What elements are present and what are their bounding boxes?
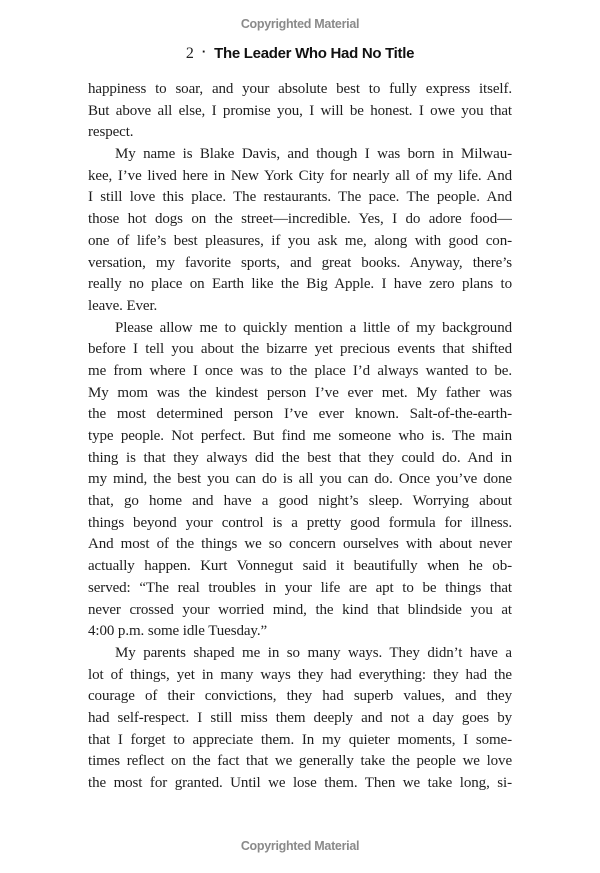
text-line: the most determined person I’ve ever known. Salt-of-the-earth- xyxy=(88,406,512,423)
running-header xyxy=(0,45,600,63)
text-line: times reflect on the fact that we generally take the people we love xyxy=(88,753,512,770)
text-line: Please allow me to quickly mention a little of my background xyxy=(115,319,512,336)
text-line: thing is that they always did the best that they could do. And in xyxy=(88,449,512,466)
text-line: the most for granted. Until we lose them. Then we take long, si- xyxy=(88,775,512,791)
text-line: really no place on Earth like the Big Apple. I have zero plans to xyxy=(88,276,512,293)
text-line: My name is Blake Davis, and though I was born in Milwau- xyxy=(115,146,512,163)
text-line: my mind, the best you can do is all you can do. Once you’ve done xyxy=(88,471,512,488)
copyright-notice-bottom: Copyrighted Material xyxy=(240,839,360,853)
text-line: one of life’s best pleasures, if you ask me, along with good con- xyxy=(88,232,512,249)
text-line: respect. xyxy=(88,124,134,141)
header-separator-dot: · xyxy=(201,44,207,59)
text-line: My parents shaped me in so many ways. They didn’t have a xyxy=(115,644,512,661)
text-line: things beyond your control is a pretty good formula for illness. xyxy=(88,514,512,531)
text-line: versation, my favorite sports, and great books. Anyway, there’s xyxy=(88,254,512,271)
page-number: 2 xyxy=(185,45,194,62)
body-text xyxy=(88,79,512,795)
text-line: lot of things, yet in many ways they had everything: they had the xyxy=(88,666,512,683)
text-line: courage of their convictions, they had superb values, and they xyxy=(88,688,512,705)
text-line: me from where I once was to the place I’d always wanted to be. xyxy=(88,362,512,379)
text-line: served: “The real troubles in your life are apt to be things that xyxy=(88,579,512,596)
text-line: And most of the things we so concern ourselves with about never xyxy=(88,536,512,553)
text-line: I still love this place. The restaurants. The pace. The people. And xyxy=(88,189,512,206)
text-line: 4:00 p.m. some idle Tuesday.” xyxy=(88,623,268,640)
text-line: kee, I’ve lived here in New York City for nearly all of my life. And xyxy=(88,167,512,184)
text-line: before I tell you about the bizarre yet precious events that shifted xyxy=(88,341,512,358)
text-line: those hot dogs on the street—incredible. Yes, I do adore food— xyxy=(88,211,512,228)
text-line: actually happen. Kurt Vonnegut said it beautifully when he ob- xyxy=(88,558,512,575)
text-line: leave. Ever. xyxy=(88,297,158,314)
book-title: The Leader Who Had No Title xyxy=(214,45,415,62)
text-line: happiness to soar, and your absolute best to fully express itself. xyxy=(88,81,512,97)
text-line: had self-respect. I still miss them deeply and not a day goes by xyxy=(88,709,512,726)
copyright-notice-top: Copyrighted Material xyxy=(240,17,360,31)
text-line: that, go home and have a good night’s sleep. Worrying about xyxy=(88,493,512,510)
text-line: never crossed your worried mind, the kind that blindside you at xyxy=(88,601,512,618)
text-line: But above all else, I promise you, I will be honest. I owe you that xyxy=(88,102,512,119)
text-line: type people. Not perfect. But find me someone who is. The main xyxy=(88,428,512,444)
text-line: that I forget to appreciate them. In my quieter moments, I some- xyxy=(88,731,512,748)
text-line: My mom was the kindest person I’ve ever met. My father was xyxy=(88,384,512,401)
